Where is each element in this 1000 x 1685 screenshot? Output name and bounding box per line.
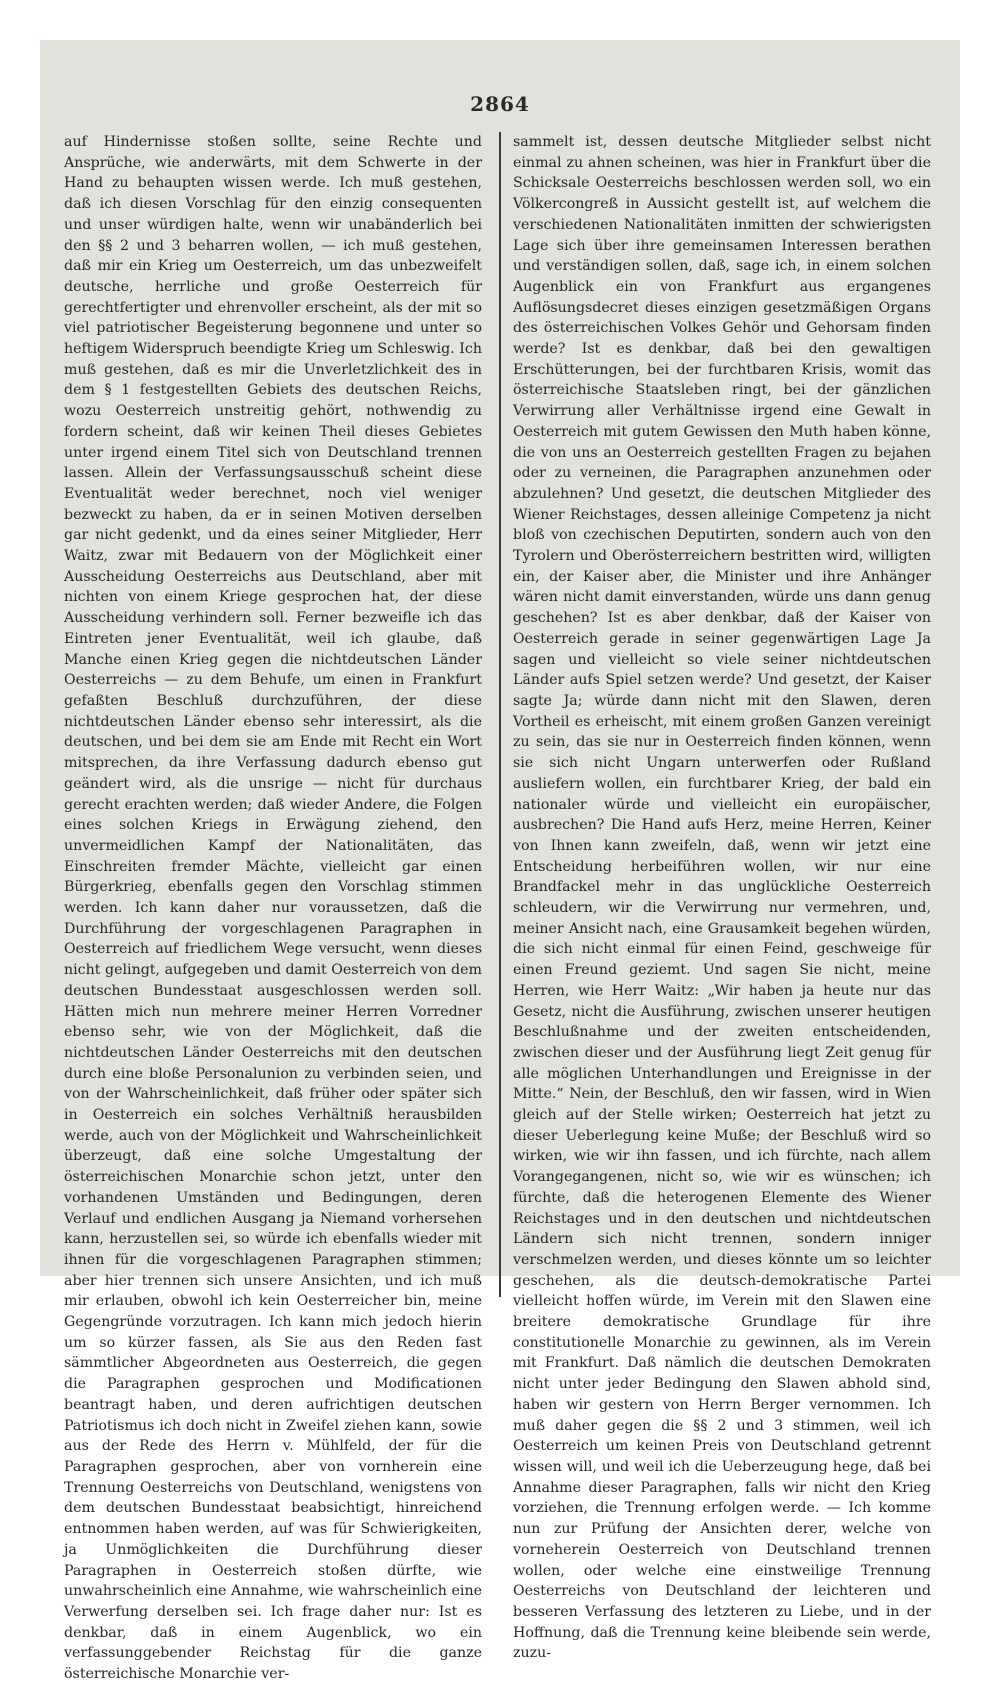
column-divider (499, 132, 501, 1297)
column-text: auf Hindernisse stoßen sollte, seine Rechte und Ansprüche, wie anderwärts, mit dem Schwerte in der Hand zu behaupten wissen werde. Ich muß gestehen, daß ich diesen Vorschlag für den einzig consequenten und unser würdigen halte, wenn wir unabänderlich bei den §§ 2 und 3 beharren wollen, — ich muß gestehen, daß mir ein Krieg um Oesterreich, um das unbezweifelt deutsche, herrliche und große Oesterreich für gerechtfertigter und ehrenvoller erscheint, als der mit so viel patriotischer Begeisterung begonnene und unter so heftigem Widerspruch beendigte Krieg um Schleswig. Ich muß gestehen, daß es mir die Unverletzlichkeit des in dem § 1 festgestellten Gebiets des deutschen Reichs, wozu Oesterreich unstreitig gehört, nothwendig zu fordern scheint, daß wir keinen Theil dieses Gebietes unter irgend einem Titel sich von Deutschland trennen lassen. Allein der Verfassungsausschuß scheint diese Eventualität weder berechnet, noch viel weniger bezweckt zu haben, da er in seinen Motiven derselben gar nicht gedenkt, und da eines seiner Mitglieder, Herr Waitz, zwar mit Bedauern von der Möglichkeit einer Ausscheidung Oesterreichs aus Deutschland, aber mit nichten von einem Kriege gesprochen hat, der diese Ausscheidung verhindern soll. Ferner bezweifle ich das Eintreten jener Eventualität, weil ich glaube, daß Manche einen Krieg gegen die nichtdeutschen Länder Oesterreichs — zu dem Behufe, um einen in Frankfurt gefaßten Beschluß durchzuführen, der diese nichtdeutschen Länder ebenso sehr interessirt, als die deutschen, und bei dem sie am Ende mit Recht ein Wort mitsprechen, da ihre Verfassung dadurch ebenso gut geändert wird, als die unsrige — nicht für durchaus gerecht erachten werden; daß wieder Andere, die Folgen eines solchen Kriegs in Erwägung ziehend, den unvermeidlichen Kampf der Nationalitäten, das Einschreiten fremder Mächte, vielleicht gar einen Bürgerkrieg, ebenfalls gegen den Vorschlag stimmen werden. Ich kann daher nur voraussetzen, daß die Durchführung der vorgeschlagenen Paragraphen in Oesterreich auf friedlichem Wege versucht, wenn dieses nicht gelingt, aufgegeben und damit Oesterreich von dem deutschen Bundesstaat ausgeschlossen werden soll. Hätten mich nun mehrere meiner Herren Vorredner ebenso sehr, wie von der Möglichkeit, daß die nichtdeutschen Länder Oesterreichs mit den deutschen durch eine bloße Personalunion zu verbinden seien, und von der Wahrscheinlichkeit, daß früher oder später sich in Oesterreich ein solches Verhältniß herausbilden werde, auch von der Möglichkeit und Wahrscheinlichkeit überzeugt, daß eine solche Umgestaltung der österreichischen Monarchie schon jetzt, unter den vorhandenen Umständen und Bedingungen, deren Verlauf und endlichen Ausgang ja Niemand vorhersehen kann, herzustellen sei, so würde ich ebenfalls wieder mit ihnen für die vorgeschlagenen Paragraphen stimmen; aber hier trennen sich unsere Ansichten, und ich muß mir erlauben, obwohl ich kein Oesterreicher bin, meine Gegengründe vorzutragen. Ich kann mich jedoch hierin um so kürzer fassen, als Sie aus den Reden fast sämmtlicher Abgeordneten aus Oesterreich, die gegen die Paragraphen gesprochen und Modificationen beantragt haben, und deren aufrichtigen deutschen Patriotismus ich doch nicht in Zweifel ziehen kann, sowie aus der Rede des Herrn v. Mühlfeld, der für die Paragraphen gesprochen, aber von vornherein eine Trennung Oesterreichs von Deutschland, wenigstens von dem deutschen Bundesstaat beabsichtigt, hinreichend entnommen haben werden, auf was für Schwierigkeiten, ja Unmöglichkeiten die Durchführung dieser Paragraphen in Oesterreich stoßen dürfte, wie unwahrscheinlich eine Annahme, wie wahrscheinlich eine Verwerfung derselben sei. Ich frage daher nur: Ist es denkbar, daß in einem Augenblick, wo ein verfassunggebender Reichstag für die ganze österreichische Monarchie ver- (64, 134, 482, 1683)
column-text: sammelt ist, dessen deutsche Mitglieder selbst nicht einmal zu ahnen scheinen, was hier in Frankfurt über die Schicksale Oesterreichs beschlossen werden soll, wo ein Völkercongreß in Aussicht gestellt ist, auf welchem die verschiedenen Nationalitäten inmitten der schwierigsten Lage sich über ihre gemeinsamen Interessen berathen und verständigen sollen, daß, sage ich, in einem solchen Augenblick ein von Frankfurt aus ergangenes Auflösungsdecret dieses einzigen gesetzmäßigen Organs des österreichischen Volkes Gehör und Gehorsam finden werde? Ist es denkbar, daß bei den gewaltigen Erschütterungen, bei der furchtbaren Krisis, womit das österreichische Staatsleben ringt, bei der gänzlichen Verwirrung aller Verhältnisse irgend eine Gewalt in Oesterreich mit gutem Gewissen den Muth haben könne, die von uns an Oesterreich gestellten Fragen zu bejahen oder zu verneinen, die Paragraphen anzunehmen oder abzulehnen? Und gesetzt, die deutschen Mitglieder des Wiener Reichstages, dessen alleinige Competenz ja nicht bloß von czechischen Deputirten, sondern auch von den Tyrolern und Oberösterreichern bestritten wird, willigten ein, der Kaiser aber, die Minister und ihre Anhänger wären nicht damit einverstanden, würde uns dann genug geschehen? Ist es aber denkbar, daß der Kaiser von Oesterreich gerade in seiner gegenwärtigen Lage Ja sagen und vielleicht so viele seiner nichtdeutschen Länder aufs Spiel setzen werde? Und gesetzt, der Kaiser sagte Ja; würde dann nicht mit den Slawen, deren Vortheil es erheischt, mit einem großen Ganzen vereinigt zu sein, das sie nur in Oesterreich finden können, wenn sie sich nicht Ungarn unterwerfen oder Rußland ausliefern wollen, ein furchtbarer Krieg, der bald ein nationaler würde und vielleicht ein europäischer, ausbrechen? Die Hand aufs Herz, meine Herren, Keiner von Ihnen kann zweifeln, daß, wenn wir jetzt eine Entscheidung herbeiführen wollen, wir nur eine Brandfackel mehr in das unglückliche Oesterreich schleudern, wir die Verwirrung nur vermehren, und, meiner Ansicht nach, eine Grausamkeit begehen würden, die sich nicht einmal für einen Feind, geschweige für einen Freund geziemt. Und sagen Sie nicht, meine Herren, wie Herr Waitz: „Wir haben ja heute nur das Gesetz, nicht die Ausführung, zwischen unserer heutigen Beschlußnahme und der zweiten entscheidenden, zwischen dieser und der Ausführung liegt Zeit genug für alle möglichen Unterhandlungen und Ereignisse in der Mitte.“ Nein, der Beschluß, den wir fassen, wird in Wien gleich auf der Stelle wirken; Oesterreich hat jetzt zu dieser Ueberlegung keine Muße; der Beschluß wird so wirken, wie wir ihn fassen, und ich fürchte, nach allem Vorangegangenen, nicht so, wie wir es wünschen; ich fürchte, daß die heterogenen Elemente des Wiener Reichstages und in den deutschen und nichtdeutschen Ländern sich nicht trennen, sondern inniger verschmelzen werden, und dieses könnte um so leichter geschehen, als die deutsch-demokratische Partei vielleicht hoffen würde, im Verein mit den Slawen eine breitere demokratische Grundlage für ihre constitutionelle Monarchie zu gewinnen, als im Verein mit Frankfurt. Daß nämlich die deutschen Demokraten nicht unter jeder Bedingung den Slawen abhold sind, haben wir gestern von Herrn Berger vernommen. Ich muß daher gegen die §§ 2 und 3 stimmen, weil ich Oesterreich um keinen Preis von Deutschland getrennt wissen will, und weil ich die Ueberzeugung hege, daß bei Annahme dieser Paragraphen, falls wir nicht den Krieg vorziehen, die Trennung erfolgen werde. — Ich komme nun zur Prüfung der Ansichten derer, welche von vorneherein Oesterreich von Deutschland trennen wollen, oder welche eine einstweilige Trennung Oesterreichs von Deutschland der leichteren und besseren Verfassung des letzteren zu Liebe, und in der Hoffnung, daß die Trennung keine bleibende sein werde, zuzu- (513, 134, 931, 1662)
text-column-right (513, 132, 931, 1662)
page-number: 2864 (470, 92, 530, 116)
text-column-left (64, 132, 482, 1683)
document-page (40, 40, 960, 1683)
